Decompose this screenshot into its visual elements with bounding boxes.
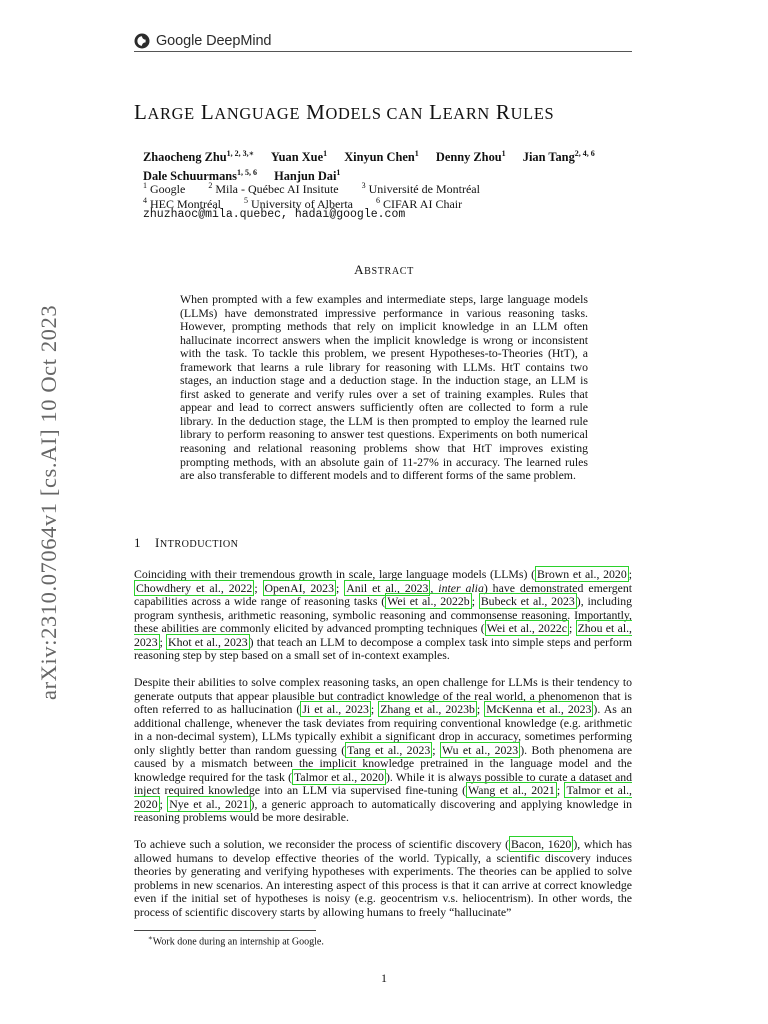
page-number: 1 (381, 971, 387, 985)
citation-link[interactable]: Bacon, 1620 (511, 837, 572, 851)
author: Xinyun Chen$^1$ (344, 149, 419, 165)
citation-link[interactable]: McKenna et al., 2023 (486, 702, 592, 717)
citation-link[interactable]: Zhou et al., 2023 (134, 621, 632, 649)
footnote-rule (134, 930, 316, 931)
intro-paragraph-2: Despite their abilities to solve complex reasoning tasks, an open challenge for LLMs is their tendency to generate outputs that appear plausible but contradict knowledge of the real world, a phenomenon that is often referred to as hallucination ( Ji et al., 2023 ; Zhang et al., 2023b ; McKenna et al., 2023 ). As an additional challenge, whenever the task deviates from requiring conventional knowledge (e.g. arithmetic in a non-decimal system), LLMs typically exhibit a significant drop in accuracy, sometimes performing only slightly better than random guessing ( Tang et al., 2023 ; Wu et al., 2023 ). Both phenomena are caused by a mismatch between the implicit knowledge pretrained in the language model and the knowledge required for the task ( Talmor et al., 2020 ). While it is always possible to curate a dataset and inject required knowledge into an LLM via supervised fine-tuning ( Wang et al., 2021 ; Talmor et al., 2020 ; Nye et al., 2021 ), a generic approach to automatically discovering and applying knowledge in reasoning problems would be more desirable. (134, 675, 632, 825)
author: Yuan Xue$^1$ (270, 149, 328, 165)
author: Dale Schuurmans$^{1, 5, 6}$ (143, 168, 257, 184)
section-heading-introduction: 1 INTRODUCTION (134, 535, 239, 550)
abstract-body: When prompted with a few examples and intermediate steps, large language models (LLMs) have demonstrated impressive performance in various reasoning tasks. However, prompting methods that rely on implicit knowledge in an LLM often hallucinate incorrect answers when the implicit knowledge is wrong or inconsistent with the task. To tackle this problem, we present Hypotheses-to-Theories (HtT), a framework that learns a rule library for reasoning with LLMs. HtT contains two stages, an induction stage and a deduction stage. In the induction stage, an LLM is first asked to generate and verify rules over a set of training examples. Rules that appear and lead to correct answers sufficiently often are collected to form a rule library. In the deduction stage, the LLM is then prompted to employ the learned rule library to perform reasoning to answer test questions. Experiments on both numerical reasoning and relational reasoning problems show that HtT improves existing prompting methods, with an absolute gain of 11-27% in accuracy. The learned rules are also transferable to different models and to different forms of the same problem. (180, 292, 588, 483)
title-word: LEARN (429, 100, 490, 124)
deepmind-logo-icon (134, 33, 150, 49)
citation-link[interactable]: Zhang et al., 2023b (380, 702, 475, 717)
citation-link[interactable]: Chowdhery et al., 2022 (136, 580, 253, 595)
author: Zhaocheng Zhu$^{1, 2, 3,∗}$ (143, 149, 255, 165)
citation-link[interactable]: Bubeck et al., 2023 (480, 594, 575, 609)
affiliation: $^6$ CIFAR AI Chair (375, 196, 463, 211)
author-emails: zhuzhaoc@mila.quebec, hadai@google.com (143, 208, 406, 221)
title-word: LARGE (134, 100, 195, 124)
abstract-heading: ABSTRACT (354, 262, 414, 277)
citation-link[interactable]: Ji et al., 2023 (302, 702, 369, 717)
title-word: MODELS CAN (306, 100, 424, 124)
author: Denny Zhou$^1$ (435, 149, 506, 165)
intro-paragraph-1: Coinciding with their tremendous growth in scale, large language models (LLMs) ( Brown et al., 2020 ; Chowdhery et al., 2022 ; OpenAI, 2023 ; Anil et al., 2023 , inter alia) have demonstrated emergent capabilities across a wide range of reasoning tasks ( Wei et al., 2022b ; Bubeck et al., 2023 ), including program synthesis, arithmetic reasoning, symbolic reasoning and commonsense reasoning. Importantly, these abilities are commonly elicited by advanced prompting techniques ( Wei et al., 2022c ; Zhou et al., 2023 ; Khot et al., 2023 ) that teach an LLM to decompose a complex task into simple steps and perform reasoning step by step based on a small set of in-context examples. (134, 567, 633, 663)
paper-title (134, 100, 554, 125)
affiliation: $^4$ HEC Montréal (143, 196, 221, 211)
footnote: ∗Work done during an internship at Google. (148, 934, 324, 948)
header-rule (134, 51, 632, 52)
title-word: RULES (495, 100, 555, 124)
affiliation: $^2$ Mila - Québec AI Insitute (208, 181, 339, 196)
citation-link[interactable]: Nye et al., 2021 (169, 796, 249, 811)
title-word: LANGUAGE (200, 100, 301, 124)
citation-link[interactable]: Talmor et al., 2020 (134, 783, 632, 811)
logo-text: Google DeepMind (156, 33, 272, 49)
citation-link[interactable]: Tang et al., 2023 (347, 742, 431, 757)
google-deepmind-logo (134, 30, 271, 52)
citation-link[interactable]: OpenAI, 2023 (264, 580, 334, 595)
affiliation: $^3$ Université de Montréal (361, 181, 480, 196)
citation-link[interactable]: Wei et al., 2022c (486, 621, 567, 636)
citation-link[interactable]: Khot et al., 2023 (168, 634, 248, 649)
author: Jian Tang$^{2, 4, 6}$ (522, 149, 595, 165)
affiliation: $^5$ University of Alberta (244, 196, 353, 211)
intro-paragraph-3: To achieve such a solution, we reconsider the process of scientific discovery ( Bacon, 1620 ), which has allowed humans to develop effective theories of the world. Typically, a scientific discovery induces theories by generating and verifying hypotheses with experiments. The theories can be applied to solve problems in new scenarios. An interesting aspect of this process is that it can arrive at correct knowledge even if the initial set of hypotheses is noisy (e.g. geocentrism v.s. heliocentrism). In other words, the process of scientific discovery starts by allowing humans to freely “hallucinate” (134, 837, 632, 919)
citation-link[interactable]: Wu et al., 2023 (441, 742, 519, 757)
affiliation: $^1$ Google (143, 181, 186, 196)
citation-link[interactable]: Talmor et al., 2020 (294, 769, 384, 784)
citation-link[interactable]: Brown et al., 2020 (537, 567, 627, 581)
author: Hanjun Dai$^1$ (274, 168, 341, 184)
arxiv-identifier-stamp: arXiv:2310.07064v1 [cs.AI] 10 Oct 2023 (36, 304, 61, 700)
citation-link[interactable]: Wang et al., 2021 (468, 783, 555, 798)
citation-link[interactable]: Anil et al., 2023 (346, 580, 429, 595)
citation-link[interactable]: Wei et al., 2022b (387, 594, 470, 609)
